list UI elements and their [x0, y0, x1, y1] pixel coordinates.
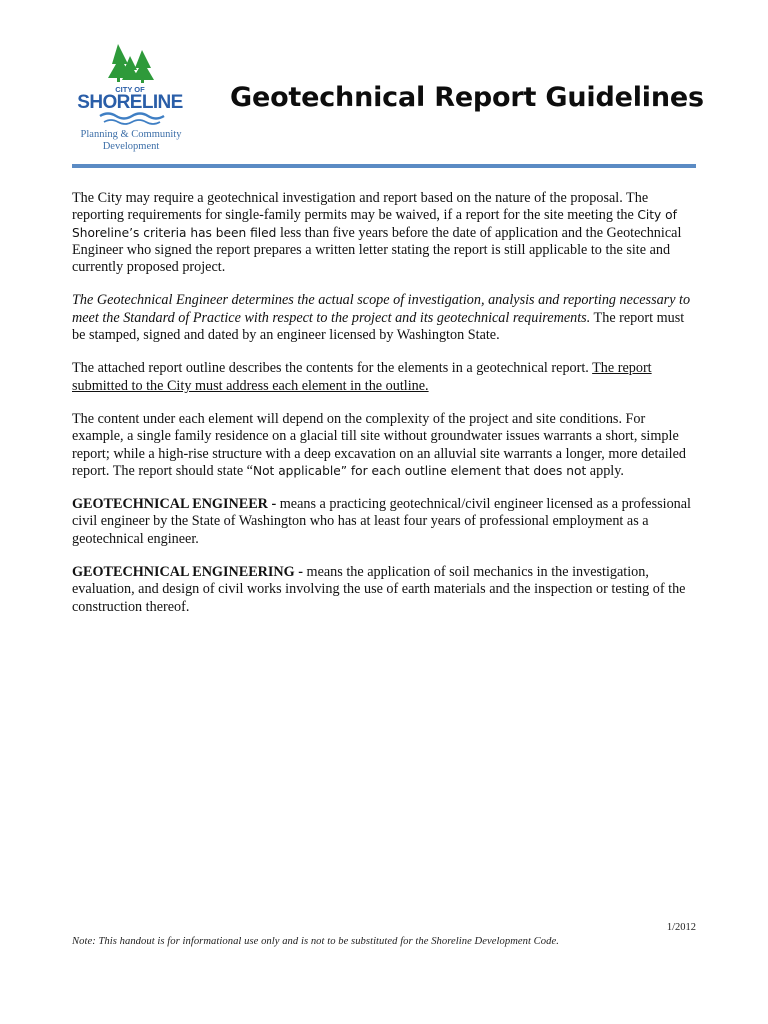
logo-department-line1: Planning & Community — [80, 129, 182, 140]
logo-wordmark-text: SHORELINE — [77, 92, 183, 113]
page-title: Geotechnical Report Guidelines — [230, 82, 704, 113]
footer-note: Note: This handout is for informational use only and is not to be substituted for the Shoreline Development Code. — [72, 936, 559, 947]
shoreline-tree-logo-icon — [72, 42, 190, 132]
paragraph-scope: The Geotechnical Engineer determines the actual scope of investigation, analysis and reporting necessary to meet the Standard of Practice with respect to the project and its geotechnical requirements. The report must be stamped, signed and dated by an engineer licensed by Washington State. — [72, 292, 691, 344]
outline-requirement: The report submitted to the City must address each element in the outline. — [72, 360, 652, 394]
header-divider — [72, 164, 696, 168]
definition-geotechnical-engineering: GEOTECHNICAL ENGINEERING - means the application of soil mechanics in the investigation, evaluation, and design of civil works involving the use of earth materials and the inspection or testing of the construction thereof. — [72, 564, 686, 615]
logo-department — [60, 129, 202, 153]
document-body — [72, 190, 698, 632]
paragraph-complexity: The content under each element will depend on the complexity of the project and site conditions. For example, a single family residence on a glacial till site without groundwater issues warrants a short, simple report; while a high-rise structure with a deep excavation on an alluvial site warrants a longer, more detailed report. The report should state “Not applicable” for each outline element that does not apply. — [72, 410, 686, 479]
revision-date: 1/2012 — [666, 922, 696, 933]
paragraph-outline: The attached report outline describes the contents for the elements in a geotechnical report. The report submitted to the City must address each element in the outline. — [72, 360, 652, 394]
logo-city-of-text: CITY OF — [115, 85, 145, 94]
definition-term: GEOTECHNICAL ENGINEER - — [72, 496, 277, 513]
paragraph-intro: The City may require a geotechnical investigation and report based on the nature of the proposal. The reporting requirements for single-family permits may be waived, if a report for the site meeting the City of Shoreline’s criteria has been filed less than five years before the date of application and the Geotechnical Engineer who signed the report prepares a written letter stating the report is still applicable to the site and currently proposed project. — [72, 190, 682, 276]
logo-department-line2: Development — [102, 141, 160, 152]
definition-term: GEOTECHNICAL ENGINEERING - — [72, 564, 303, 581]
definition-geotechnical-engineer: GEOTECHNICAL ENGINEER - means a practicing geotechnical/civil engineer licensed as a professional civil engineer by the State of Washington who has at least four years of professional employment as a geotechnical engineer. — [72, 496, 691, 547]
